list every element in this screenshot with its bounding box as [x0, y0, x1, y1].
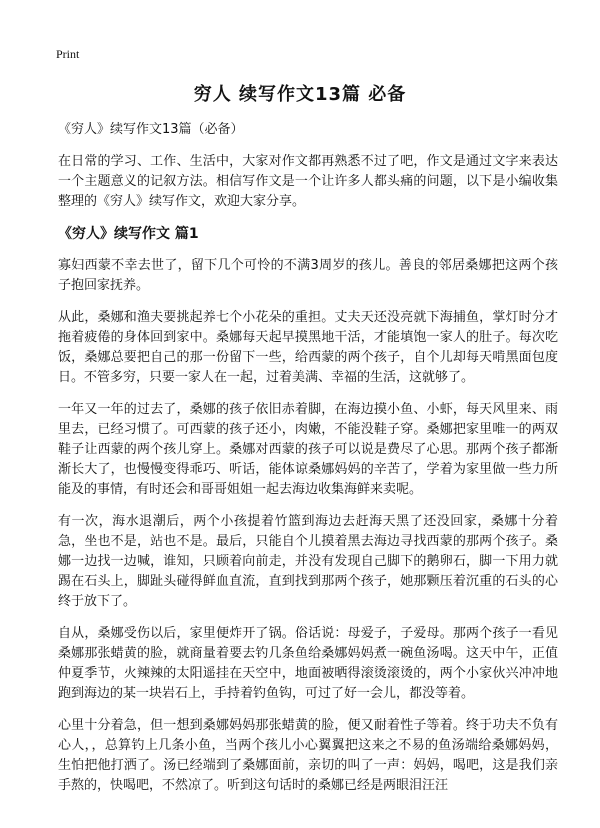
body-paragraph: 一年又一年的过去了，桑娜的孩子依旧赤着脚，在海边摸小鱼、小虾，每天风里来、雨里去，已经习惯了。可西蒙的孩子还小，肉嫩，不能没鞋子穿。桑娜把家里唯一的两双鞋子让西蒙的两个孩儿穿上。桑娜对西蒙的孩子可以说是费尽了心思。那两个孩子都渐渐长大了，也慢慢变得乖巧、听话，能体谅桑娜妈妈的辛苦了，学着为家里做一些力所能及的事情，有时还会和哥哥姐姐一起去海边收集海鲜来卖呢。 [58, 402, 558, 497]
body-paragraph: 有一次，海水退潮后，两个小孩提着竹篮到海边去赶海天黑了还没回家，桑娜十分着急，坐也不是，站也不是。最后，只能自个儿摸着黑去海边寻找西蒙的那两个孩子。桑娜一边找一边喊，谁知，只顾着向前走，并没有发现自己脚下的鹅卵石，脚一下用力就踢在石头上，脚趾头碰得鲜血直流，直到找到那两个孩子，她那颗压着沉重的石头的心终于放下了。 [58, 514, 558, 609]
document-subtitle: 《穷人》续写作文13篇（必备） [58, 122, 244, 137]
print-link[interactable]: Print [56, 47, 80, 61]
body-paragraph: 从此，桑娜和渔夫要挑起养七个小花朵的重担。丈夫天还没亮就下海捕鱼，掌灯时分才拖着疲倦的身体回到家中。桑娜每天起早摸黑地干活，才能填饱一家人的肚子。每次吃饭，桑娜总要把自己的那一份留下一些，给西蒙的两个孩子，自个儿却每天啃黑面包度日。不管多穷，只要一家人在一起，过着美满、幸福的生活，这就够了。 [58, 310, 558, 385]
document-body [58, 120, 558, 808]
page-title: 穷人 续写作文13篇 必备 [193, 84, 407, 105]
body-paragraph: 寡妇西蒙不幸去世了，留下几个可怜的不满3周岁的孩儿。善良的邻居桑娜把这两个孩子抱回家抚养。 [58, 258, 558, 293]
intro-paragraph: 在日常的学习、工作、生活中，大家对作文都再熟悉不过了吧，作文是通过文字来表达一个主题意义的记叙方法。相信写作文是一个让许多人都头痛的问题，以下是小编收集整理的《穷人》续写作文，欢迎大家分享。 [58, 154, 558, 209]
section-heading: 《穷人》续写作文 篇1 [58, 226, 199, 242]
body-paragraph: 自从，桑娜受伤以后，家里便炸开了锅。俗话说：母爱子，子爱母。那两个孩子一看见桑娜那张蜡黄的脸，就商量着要去钓几条鱼给桑娜妈妈煮一碗鱼汤喝。这天中午，正值仲夏季节，火辣辣的太阳遥挂在天空中，地面被晒得滚烫滚烫的，两个小家伙兴冲冲地跑到海边的某一块岩石上，手持着钓鱼钩，可过了好一会儿，都没等着。 [58, 626, 558, 701]
body-paragraph: 心里十分着急，但一想到桑娜妈妈那张蜡黄的脸，便又耐着性子等着。终于功夫不负有心人，，总算钓上几条小鱼，当两个孩儿小心翼翼把这来之不易的鱼汤端给桑娜妈妈，生怕把他打洒了。汤已经端到了桑娜面前，亲切的叫了一声：妈妈，喝吧，这是我们亲手熬的，快喝吧，不然凉了。听到这句话时的桑娜已经是两眼泪汪汪 [58, 718, 558, 793]
